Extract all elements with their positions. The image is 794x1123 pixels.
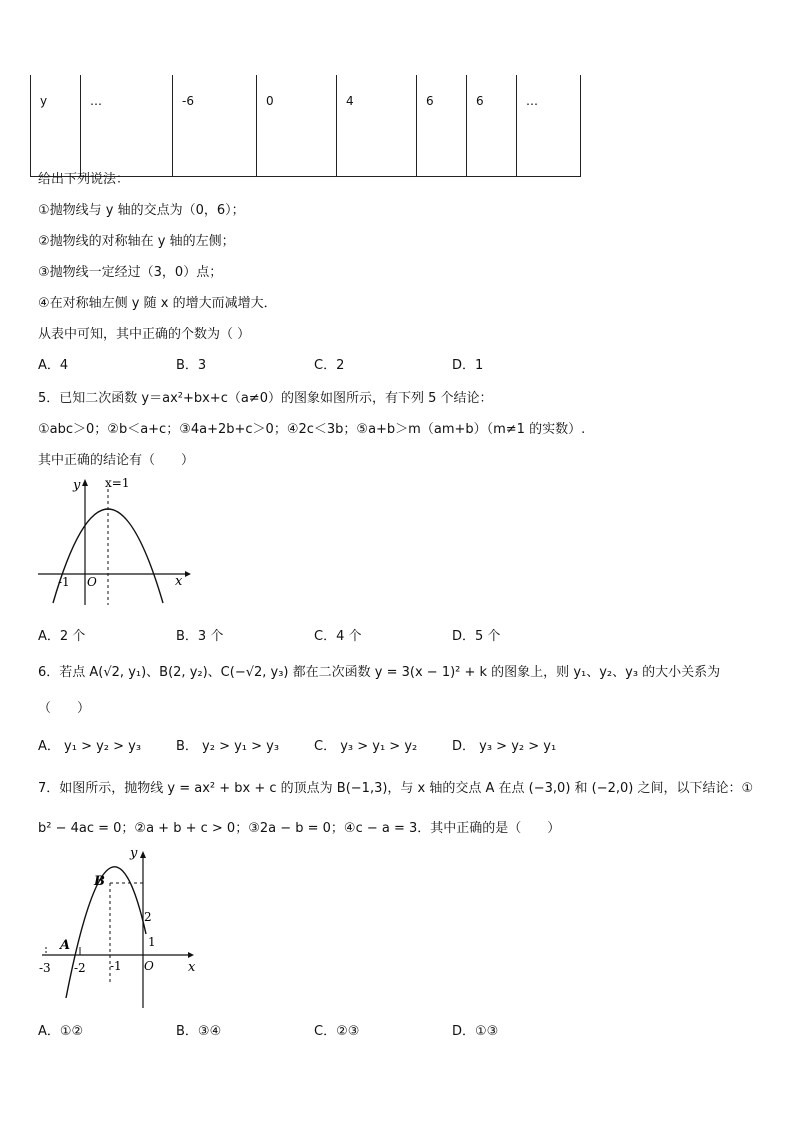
y-axis-label: y	[73, 478, 81, 493]
q6-blank: （ ）	[38, 701, 91, 716]
q4-statement-1: ①抛物线与 y 轴的交点为（0，6）；	[38, 203, 245, 218]
y-axis-arrow-icon	[140, 851, 146, 858]
q5-option-b[interactable]: B．3 个	[176, 629, 224, 644]
q5-parabola-graph	[35, 475, 195, 610]
q7-option-d[interactable]: D．①③	[452, 1024, 499, 1039]
q4-option-d[interactable]: D．1	[452, 358, 484, 373]
table-cell: y	[31, 75, 81, 177]
q6-option-b[interactable]: B． y₂ > y₁ > y₃	[176, 739, 280, 754]
q7-parabola-graph	[30, 843, 210, 1011]
q7-stem: 7．如图所示，抛物线 y = ax² + bx + c 的顶点为 B(−1,3)，与 x 轴的交点 A 在点 (−3,0) 和 (−2,0) 之间，以下结论：①	[38, 781, 754, 796]
q6-option-a[interactable]: A． y₁ > y₂ > y₃	[38, 739, 142, 754]
q4-statement-3: ③抛物线一定经过（3，0）点；	[38, 265, 223, 280]
q4-option-a[interactable]: A．4	[38, 358, 69, 373]
q4-option-c[interactable]: C．2	[314, 358, 345, 373]
table-cell: …	[81, 75, 173, 177]
q6-option-d[interactable]: D． y₃ > y₂ > y₁	[452, 739, 557, 754]
table-cell: 6	[417, 75, 467, 177]
q4-option-b[interactable]: B．3	[176, 358, 207, 373]
parabola-curve	[66, 867, 146, 998]
q4-statement-2: ②抛物线的对称轴在 y 轴的左侧；	[38, 234, 235, 249]
tick-label-neg2: -2	[74, 961, 86, 975]
q5-option-d[interactable]: D．5 个	[452, 629, 501, 644]
q6-stem: 6．若点 A(√2, y₁)、B(2, y₂)、C(−√2, y₃) 都在二次函数 y = 3(x − 1)² + k 的图象上，则 y₁、y₂、y₃ 的大小关系为	[38, 665, 721, 680]
x-axis-arrow-icon	[185, 571, 191, 577]
point-label-a: A	[60, 938, 71, 953]
q7-option-a[interactable]: A．①②	[38, 1024, 84, 1039]
q7-stem-continued: b² − 4ac = 0；②a + b + c > 0；③2a − b = 0；④c − a = 3．其中正确的是（ ）	[38, 821, 561, 836]
q4-question: 从表中可知，其中正确的个数为（ ）	[38, 327, 251, 342]
q5-conclusions: ①abc＞0；②b＜a+c；③4a+2b+c＞0；④2c＜3b；⑤a+b＞m（am+b）（m≠1 的实数）.	[38, 422, 586, 437]
table-cell: 4	[337, 75, 417, 177]
x-axis-label: x	[188, 960, 196, 975]
table-cell: 0	[257, 75, 337, 177]
q7-option-c[interactable]: C．②③	[314, 1024, 360, 1039]
q5-option-a[interactable]: A．2 个	[38, 629, 86, 644]
q5-option-c[interactable]: C．4 个	[314, 629, 362, 644]
table-cell: -6	[173, 75, 257, 177]
tick-label-neg1: -1	[58, 575, 70, 589]
y-axis-label: y	[130, 846, 138, 861]
q4-intro: 给出下列说法：	[38, 172, 130, 187]
tick-label-2: 2	[144, 910, 152, 924]
q6-option-c[interactable]: C． y₃ > y₁ > y₂	[314, 739, 418, 754]
q7-option-b[interactable]: B．③④	[176, 1024, 222, 1039]
x-axis-arrow-icon	[188, 952, 194, 958]
table-cell: 6	[467, 75, 517, 177]
y-axis-arrow-icon	[82, 479, 88, 486]
origin-label: O	[87, 575, 97, 589]
origin-label: O	[144, 959, 154, 973]
table-row-y	[31, 75, 581, 177]
tick-label-1: 1	[148, 935, 156, 949]
q5-stem: 5．已知二次函数 y＝ax²+bx+c（a≠0）的图象如图所示，有下列 5 个结论：	[38, 391, 493, 406]
q5-question: 其中正确的结论有（ ）	[38, 453, 195, 468]
tick-label-neg1: -1	[110, 959, 122, 973]
axis-line-label: x=1	[105, 476, 130, 490]
q4-statement-4: ④在对称轴左侧 y 随 x 的增大而减增大．	[38, 296, 277, 311]
x-axis-label: x	[175, 574, 183, 589]
vertex-label-b: B	[94, 874, 105, 889]
table-cell: …	[517, 75, 581, 177]
tick-label-neg3: -3	[39, 961, 51, 975]
value-table	[30, 75, 581, 177]
